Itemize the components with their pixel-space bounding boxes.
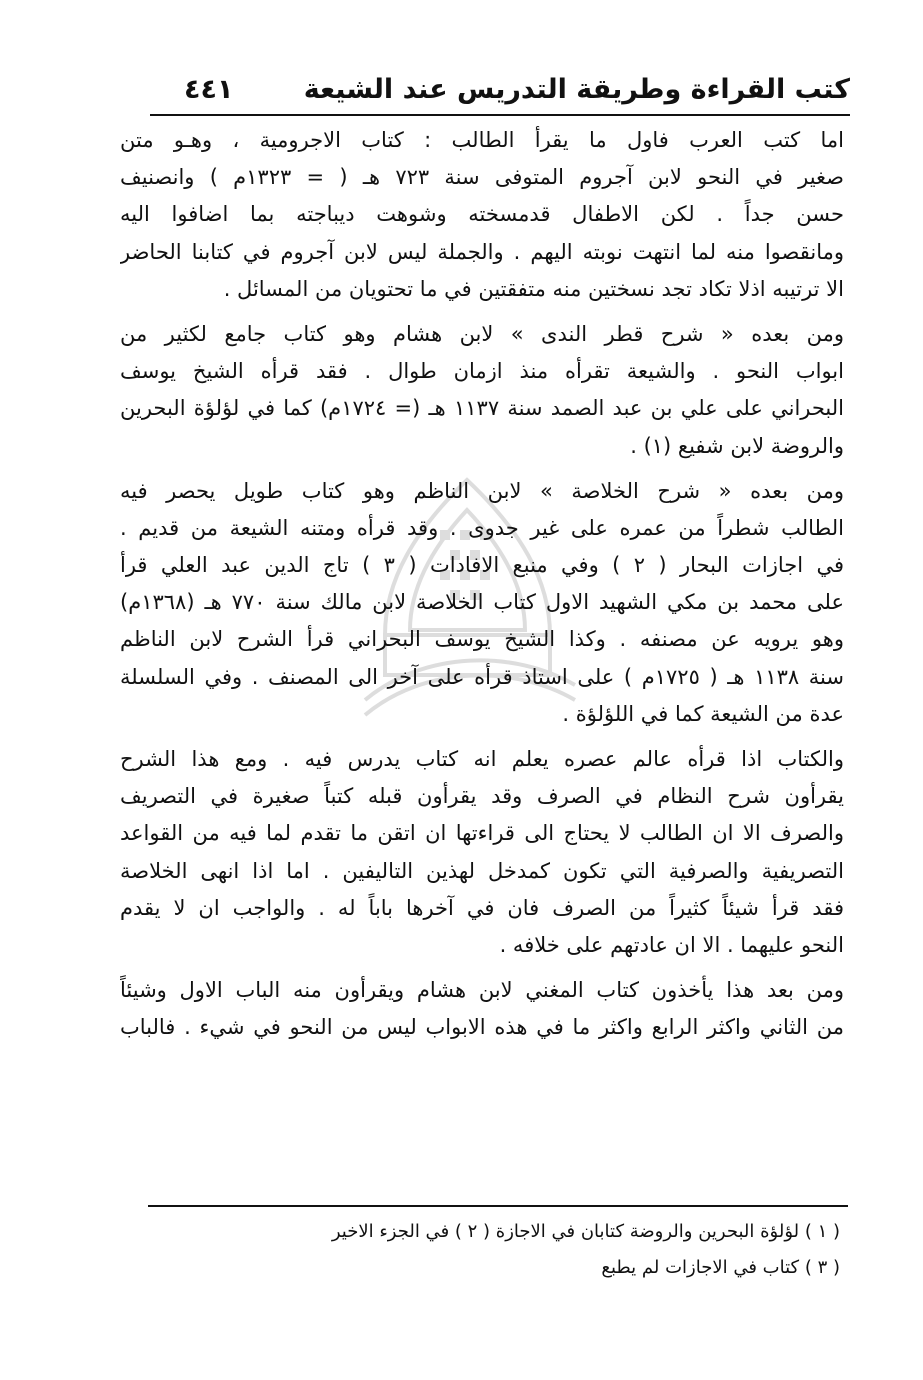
text-line: التصريفية والصرفية التي تكون كمدخل لهذين التاليفين . اما اذا انهى الخلاصة	[120, 858, 844, 883]
paragraph-2	[120, 316, 844, 465]
text-line: البحراني على علي بن عبد الصمد سنة ١١٣٧ هـ (= ١٧٢٤م) كما في لؤلؤة البحرين	[120, 396, 844, 421]
paragraph-3	[120, 473, 844, 733]
text-line: سنة ١١٣٨ هـ ( ١٧٢٥م ) على استاذ قرأه على آخر الى المصنف . وفي السلسلة	[120, 664, 844, 689]
footnote: ( ١ ) لؤلؤة البحرين والروضة كتابان في الاجازة ( ٢ ) في الجزء الاخير	[331, 1221, 840, 1242]
text-line: ومانقصوا منه لما انتهت نوبته اليهم . والجملة ليس لابن آجروم في كتابنا الحاضر	[120, 239, 844, 264]
text-line: ومن بعده « شرح قطر الندى » لابن هشام وهو كتاب جامع لكثير من	[120, 321, 844, 346]
footnotes	[300, 1214, 840, 1286]
text-line: صغير في النحو لابن آجروم المتوفى سنة ٧٢٣ هـ ( = ١٣٢٣م ) وانصنيف	[120, 165, 844, 190]
text-line: عدة من الشيعة كما في اللؤلؤة .	[562, 701, 844, 726]
text-line: في اجازات البحار ( ٢ ) وفي منبع الافادات ( ٣ ) تاج الدين عبد العلي قرأ	[120, 553, 844, 578]
text-line: ومن بعد هذا يأخذون كتاب المغني لابن هشام ويقرأون منه الباب الاول وشيئاً	[120, 978, 844, 1003]
text-line: الا ترتيبه اذلا تكاد تجد نسختين منه متفقتين في ما تحتويان من المسائل .	[223, 276, 844, 301]
text-line: من الثاني واكثر الرابع واكثر ما في هذه الابواب ليس من النحو في شيء . فالباب	[120, 1015, 844, 1040]
text-line: وهو يرويه عن مصنفه . وكذا الشيخ يوسف البحراني قرأ الشرح لابن الناظم	[120, 627, 844, 652]
text-line: حسن جداً . لكن الاطفال قدمسخته وشوهت ديباجته بما اضافوا اليه	[120, 202, 844, 227]
running-header	[150, 64, 850, 116]
text-line: والروضة لابن شفيع (١) .	[630, 433, 844, 458]
footnote: ( ٣ ) كتاب في الاجازات لم يطبع	[601, 1257, 840, 1278]
header-title: كتب القراءة وطريقة التدريس عند الشيعة	[303, 73, 850, 105]
paragraph-4	[120, 741, 844, 964]
text-line: والصرف الا ان الطالب لا يحتاج الى قراءتها ان اتقن ما تقدم لما فيه من القواعد	[120, 821, 844, 846]
page-number: ٤٤١	[184, 73, 234, 105]
paragraph-5	[120, 972, 844, 1046]
text-line: على محمد بن مكي الشهيد الاول كتاب الخلاصة لابن مالك سنة ٧٧٠ هـ (١٣٦٨م)	[120, 590, 844, 615]
paragraph-1	[120, 122, 844, 308]
text-line: النحو عليهما . الا ان عادتهم على خلافه .	[499, 932, 844, 957]
text-line: والكتاب اذا قرأه عالم عصره يعلم انه كتاب يدرس فيه . ومع هذا الشرح	[120, 747, 844, 771]
text-line: الطالب شطراً من عمره على غير جدوى . وقد قرأه ومتنه الشيعة من قديم .	[120, 515, 844, 540]
text-line: اما كتب العرب فاول ما يقرأ الطالب : كتاب الاجرومية ، وهـو متن	[120, 128, 844, 152]
body-text	[120, 122, 844, 1055]
text-line: يقرأون شرح النظام في الصرف وقد يقرأون قبله كتباً صغيرة في التصريف	[120, 784, 844, 809]
text-line: فقد قرأ شيئاً كثيراً من الصرف فان في آخرها باباً له . والواجب ان لا يقدم	[120, 895, 844, 920]
footnote-divider	[148, 1205, 848, 1207]
text-line: ابواب النحو . والشيعة تقرأه منذ ازمان طوال . فقد قرأه الشيخ يوسف	[120, 359, 844, 384]
text-line: ومن بعده « شرح الخلاصة » لابن الناظم وهو كتاب طويل يحصر فيه	[120, 478, 844, 503]
